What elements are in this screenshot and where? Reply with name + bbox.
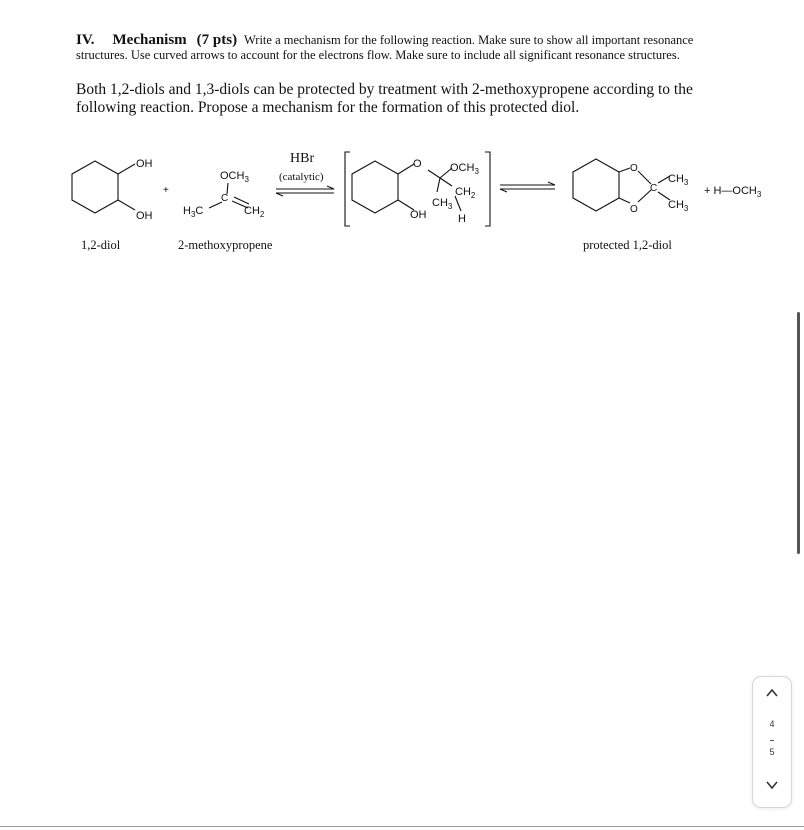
byproduct-methanol: + $H—OCH_3$ xyxy=(704,185,762,199)
alkene-h3c: $H_3C$ xyxy=(183,205,204,219)
intermediate-ch3: $CH_3$ xyxy=(432,197,453,211)
diol-label: 1,2-diol xyxy=(81,238,121,252)
total-pages: 5 xyxy=(769,747,775,757)
alkene-label: 2-methoxypropene xyxy=(178,238,273,252)
intermediate-oh: OH xyxy=(410,209,427,221)
equilibrium-arrow-2 xyxy=(500,182,555,192)
question-title: Mechanism xyxy=(112,32,187,48)
product-o-top: O xyxy=(630,163,638,174)
reagent-hbr: HBr xyxy=(290,151,315,166)
intermediate-o: O xyxy=(413,158,422,170)
question-intro: Both 1,2-diols and 1,3-diols can be protected by treatment with 2-methoxypropene according to the following reaction. Propose a mechanism for the formation of this protected diol. xyxy=(76,81,693,116)
question-number: IV. xyxy=(76,32,95,48)
page-separator xyxy=(770,740,774,741)
page-navigator xyxy=(752,676,792,808)
intermediate-h: H xyxy=(458,213,466,225)
diol-oh-top: OH xyxy=(136,158,153,170)
intermediate-ch2: $CH_2$ xyxy=(455,186,476,200)
chevron-up-icon xyxy=(766,688,778,698)
alkene-ch2: $CH_2$ xyxy=(244,205,265,219)
product-ch3-top: $CH_3$ xyxy=(668,173,689,187)
reaction-scheme xyxy=(0,0,804,270)
product-label: protected 1,2-diol xyxy=(583,238,672,252)
bottom-divider xyxy=(0,826,804,827)
product-c: C xyxy=(650,183,658,194)
prev-page-button[interactable] xyxy=(753,685,791,701)
diol-structure xyxy=(72,161,135,213)
alkene-c: C xyxy=(221,193,229,204)
question-points: (7 pts) xyxy=(196,32,238,48)
diol-oh-bottom: OH xyxy=(136,210,153,222)
chevron-down-icon xyxy=(766,780,778,790)
intermediate-och3: $OCH_3$ xyxy=(450,162,479,176)
methoxypropene-structure xyxy=(209,183,249,208)
scrollbar[interactable] xyxy=(797,312,800,554)
next-page-button[interactable] xyxy=(753,777,791,793)
reagent-condition: (catalytic) xyxy=(279,171,324,183)
product-ch3-bottom: $CH_3$ xyxy=(668,199,689,213)
current-page: 4 xyxy=(769,719,775,729)
methoxy-group: $OCH_3$ xyxy=(220,170,249,184)
product-o-bottom: O xyxy=(630,204,638,215)
question-instructions: Write a mechanism for the following reaction. Make sure to show all important resonance structures. Use curved arrows to account for the electrons flow. Make sure to include all significant resonance structures. xyxy=(76,33,694,62)
plus-sign: + xyxy=(163,185,169,196)
equilibrium-arrow-1 xyxy=(276,186,334,196)
